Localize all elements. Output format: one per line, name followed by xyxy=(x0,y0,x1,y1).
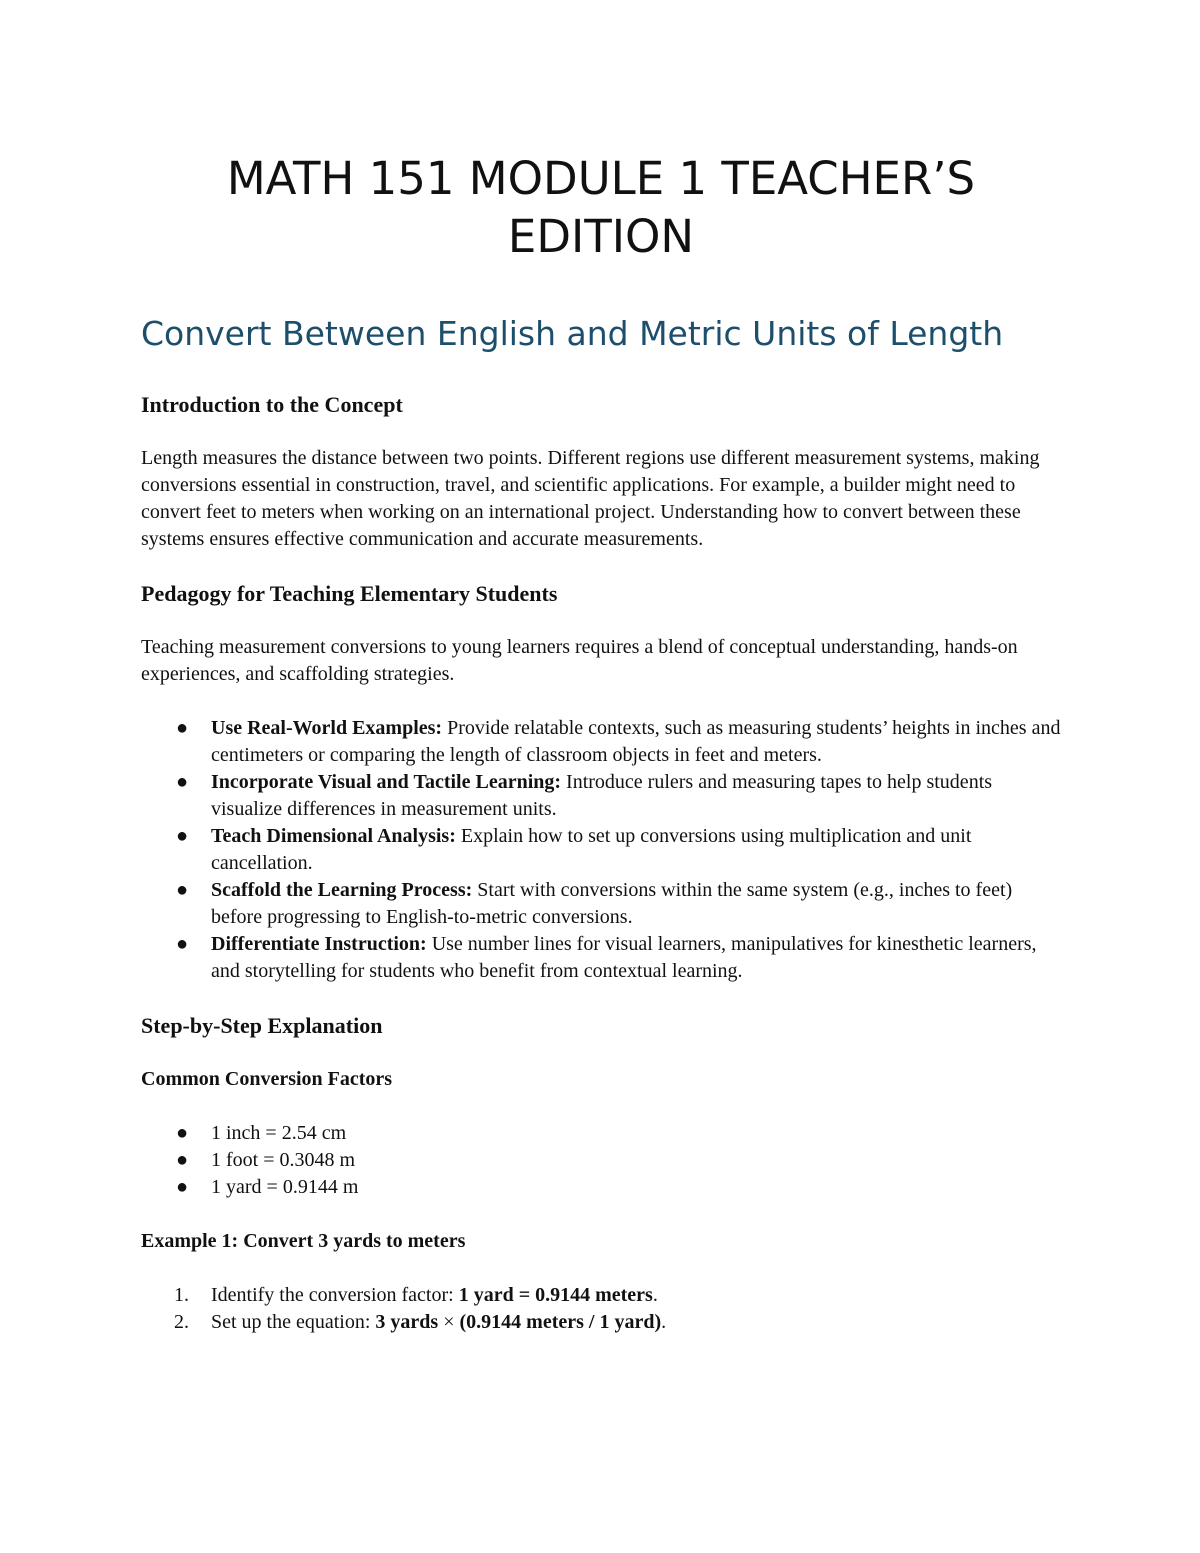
pedagogy-list xyxy=(141,715,1061,985)
step-number: 2. xyxy=(174,1311,189,1333)
factors-heading: Common Conversion Factors xyxy=(141,1068,393,1090)
document-title: MATH 151 MODULE 1 TEACHER’S EDITION xyxy=(226,152,976,263)
item-text: Start with conversions within the same system (e.g., inches to feet) before progressing to English-to-metric conversions. xyxy=(211,879,1013,928)
bullet-icon: ● xyxy=(176,1176,189,1198)
list-item xyxy=(141,931,1061,985)
bullet-icon: ● xyxy=(176,879,189,901)
item-label: Incorporate Visual and Tactile Learning: xyxy=(211,771,562,793)
item-text: Explain how to set up conversions using multiplication and unit cancellation. xyxy=(211,825,972,874)
intro-paragraph: Length measures the distance between two points. Different regions use different measurement systems, making conversions essential in construction, travel, and scientific applications. For example, a builder might need to convert feet to meters when working on an international project. Understanding how to convert between these systems ensures effective communication and accurate measurements. xyxy=(141,447,1040,550)
list-item xyxy=(141,1120,1061,1147)
document-content xyxy=(141,150,1061,1336)
list-item xyxy=(141,1309,1061,1336)
bullet-icon: ● xyxy=(176,825,189,847)
step-number: 1. xyxy=(174,1284,189,1306)
step-bold: 1 yard = 0.9144 meters xyxy=(458,1284,653,1306)
item-text: Introduce rulers and measuring tapes to help students visualize differences in measurement units. xyxy=(211,771,993,820)
item-label: Use Real-World Examples: xyxy=(211,717,443,739)
example1-heading: Example 1: Convert 3 yards to meters xyxy=(141,1230,466,1252)
factor-text: 1 yard = 0.9144 m xyxy=(211,1176,359,1198)
step-text: Identify the conversion factor: xyxy=(211,1284,459,1306)
list-item xyxy=(141,1282,1061,1309)
item-label: Differentiate Instruction: xyxy=(211,933,427,955)
section-subtitle: Convert Between English and Metric Units of Length xyxy=(141,314,1004,353)
step-end: . xyxy=(661,1311,667,1333)
item-label: Teach Dimensional Analysis: xyxy=(211,825,456,847)
item-text: Provide relatable contexts, such as measuring students’ heights in inches and centimeters or comparing the length of classroom objects in feet and meters. xyxy=(211,717,1061,766)
pedagogy-heading: Pedagogy for Teaching Elementary Students xyxy=(141,581,558,606)
bullet-icon: ● xyxy=(176,933,189,955)
list-item xyxy=(141,769,1061,823)
factor-text: 1 inch = 2.54 cm xyxy=(211,1122,347,1144)
item-label: Scaffold the Learning Process: xyxy=(211,879,473,901)
list-item xyxy=(141,877,1061,931)
bullet-icon: ● xyxy=(176,1149,189,1171)
list-item xyxy=(141,1147,1061,1174)
list-item xyxy=(141,715,1061,769)
example1-steps xyxy=(141,1282,1061,1336)
factors-list xyxy=(141,1120,1061,1201)
bullet-icon: ● xyxy=(176,717,189,739)
item-text: Use number lines for visual learners, manipulatives for kinesthetic learners, and storytelling for students who benefit from contextual learning. xyxy=(211,933,1037,982)
list-item xyxy=(141,1174,1061,1201)
bullet-icon: ● xyxy=(176,771,189,793)
step-mid: × xyxy=(438,1311,460,1333)
step-bold: 3 yards xyxy=(375,1311,439,1333)
pedagogy-paragraph: Teaching measurement conversions to young learners requires a blend of conceptual understanding, hands-on experiences, and scaffolding strategies. xyxy=(141,636,1018,685)
step-end: . xyxy=(652,1284,658,1306)
step-bold-2: (0.9144 meters / 1 yard) xyxy=(459,1311,662,1333)
step-text: Set up the equation: xyxy=(211,1311,376,1333)
list-item xyxy=(141,823,1061,877)
steps-heading: Step-by-Step Explanation xyxy=(141,1013,383,1038)
intro-heading: Introduction to the Concept xyxy=(141,392,403,417)
bullet-icon: ● xyxy=(176,1122,189,1144)
factor-text: 1 foot = 0.3048 m xyxy=(211,1149,356,1171)
